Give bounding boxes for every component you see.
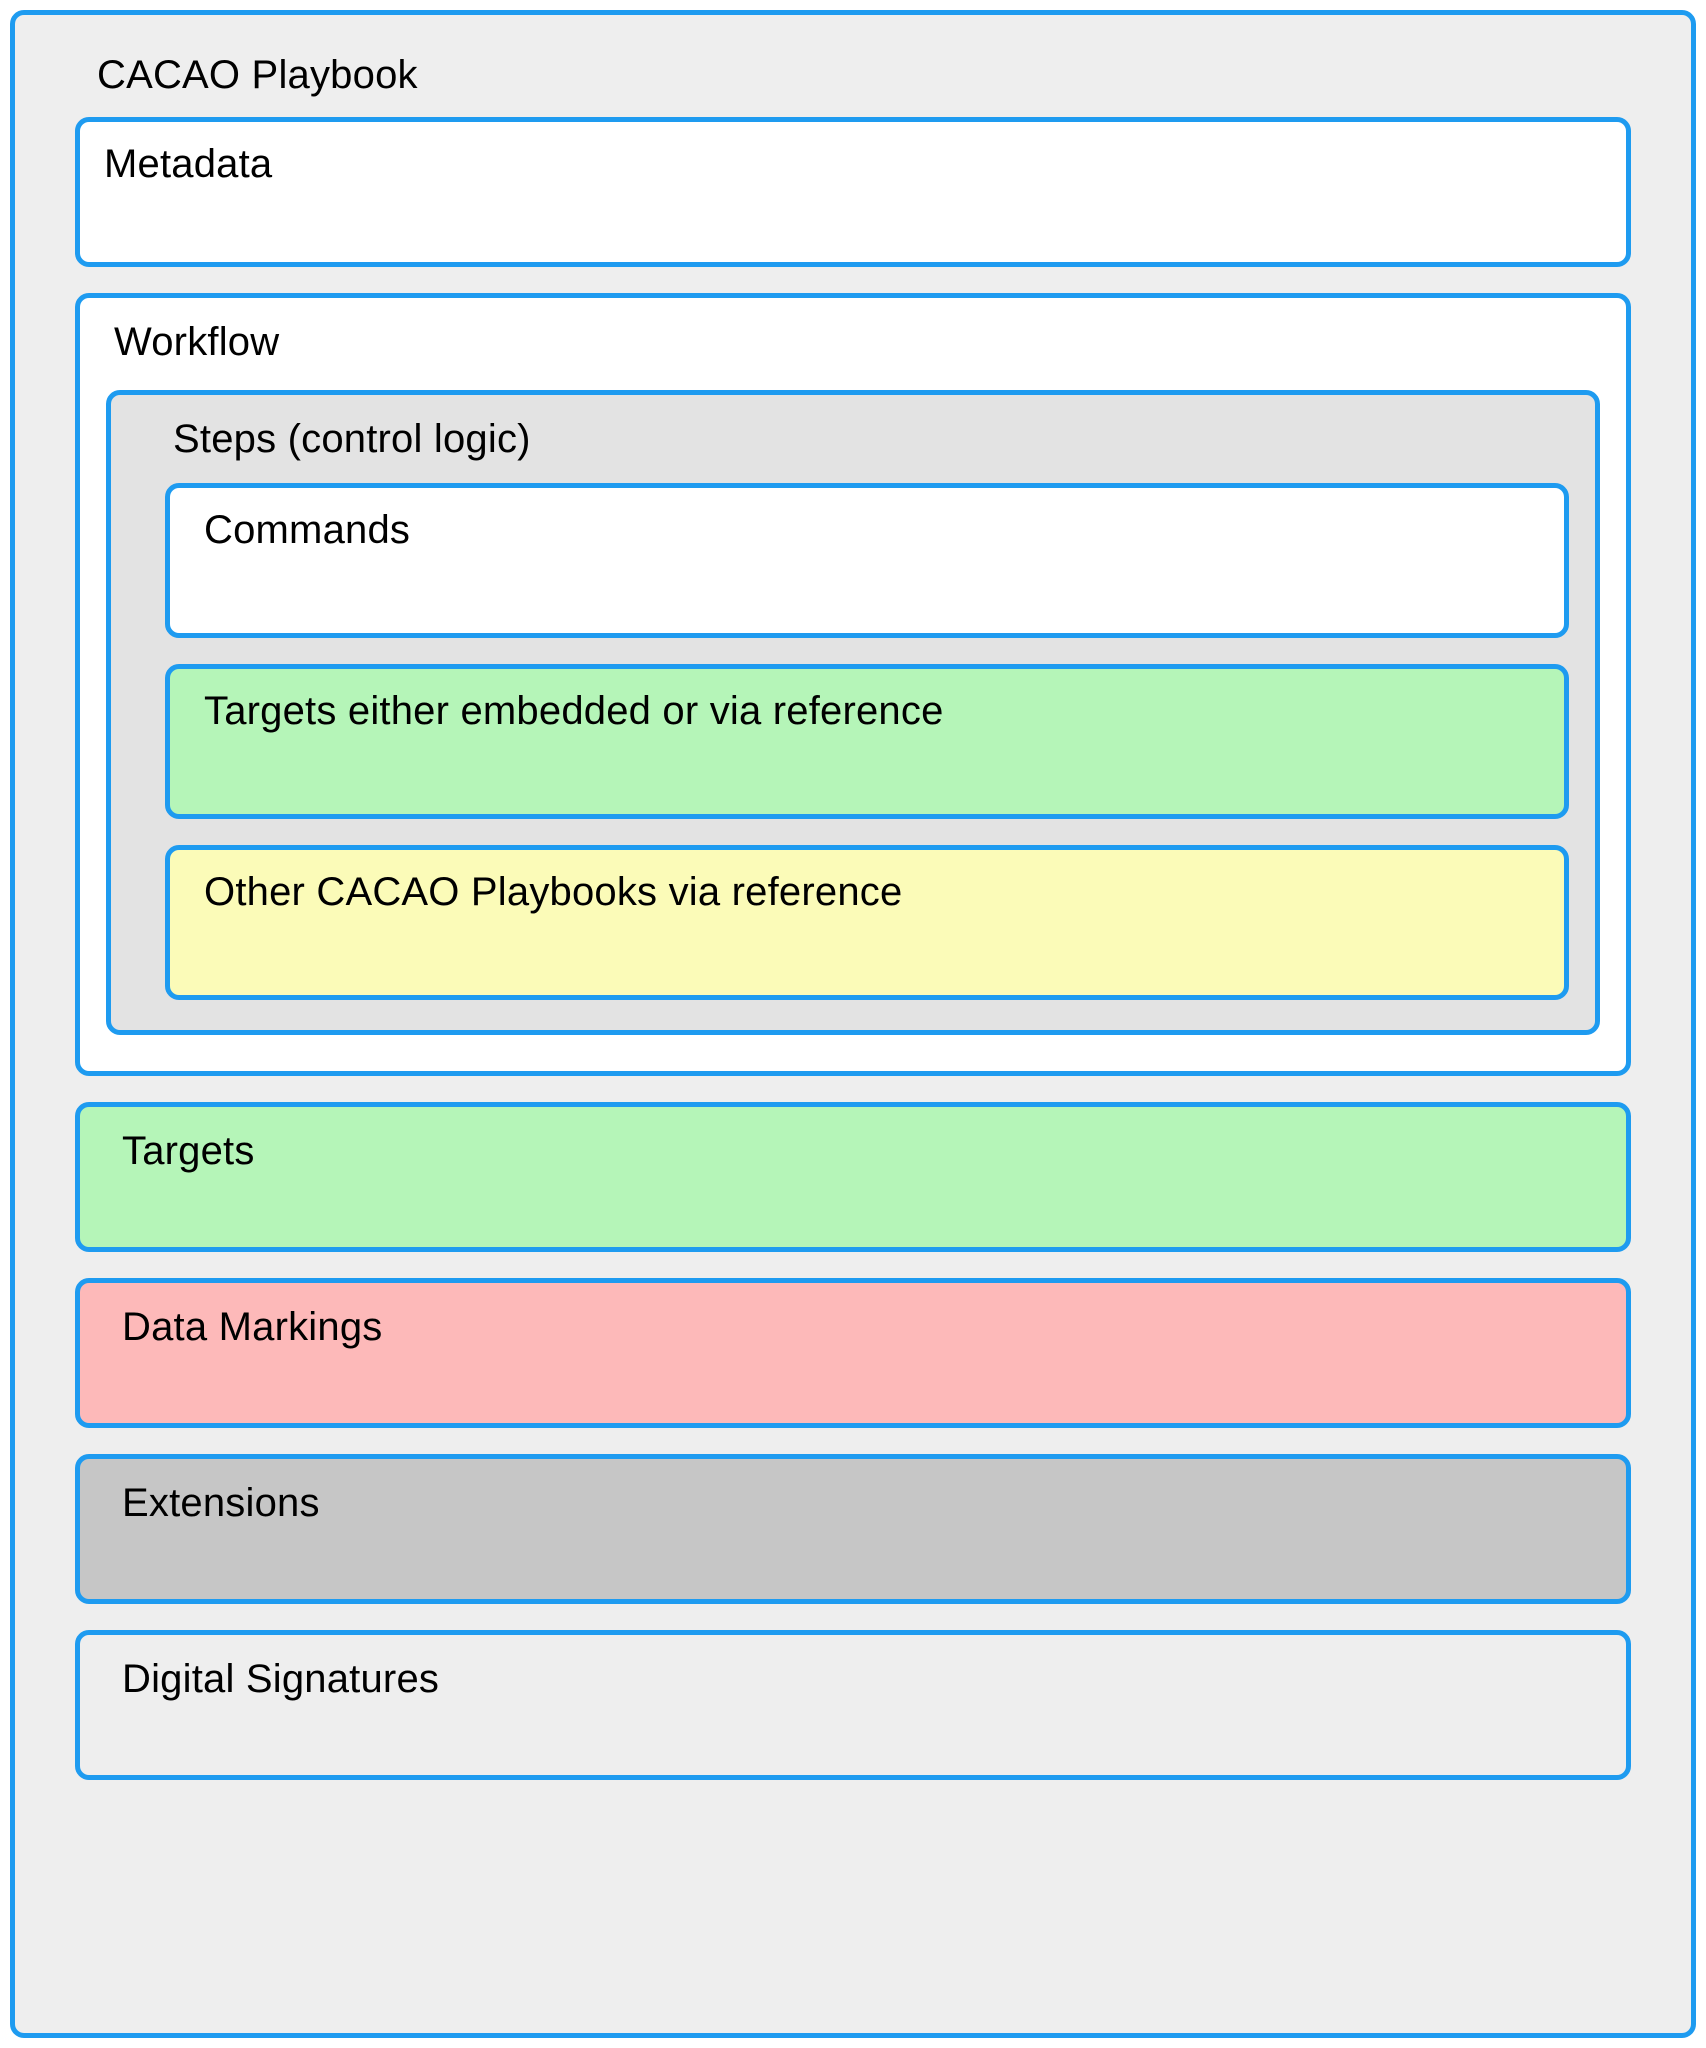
extensions-label: Extensions (122, 1481, 320, 1525)
digital-signatures-section (75, 1630, 1631, 1780)
metadata-label: Metadata (104, 142, 273, 186)
workflow-label: Workflow (114, 320, 280, 364)
playbook-container (10, 10, 1696, 2038)
playbook-title: CACAO Playbook (97, 53, 418, 97)
targets-label: Targets (122, 1129, 255, 1173)
metadata-section (75, 117, 1631, 267)
data-markings-label: Data Markings (122, 1305, 383, 1349)
other-playbooks-section (165, 845, 1569, 1000)
extensions-section (75, 1454, 1631, 1604)
targets-section (75, 1102, 1631, 1252)
commands-label: Commands (204, 508, 411, 552)
targets-reference-label: Targets either embedded or via reference (204, 689, 944, 733)
data-markings-section (75, 1278, 1631, 1428)
commands-section (165, 483, 1569, 638)
steps-section (106, 390, 1600, 1035)
steps-label: Steps (control logic) (173, 417, 531, 461)
digital-signatures-label: Digital Signatures (122, 1657, 440, 1701)
targets-reference-section (165, 664, 1569, 819)
other-playbooks-label: Other CACAO Playbooks via reference (204, 870, 903, 914)
workflow-section (75, 293, 1631, 1076)
